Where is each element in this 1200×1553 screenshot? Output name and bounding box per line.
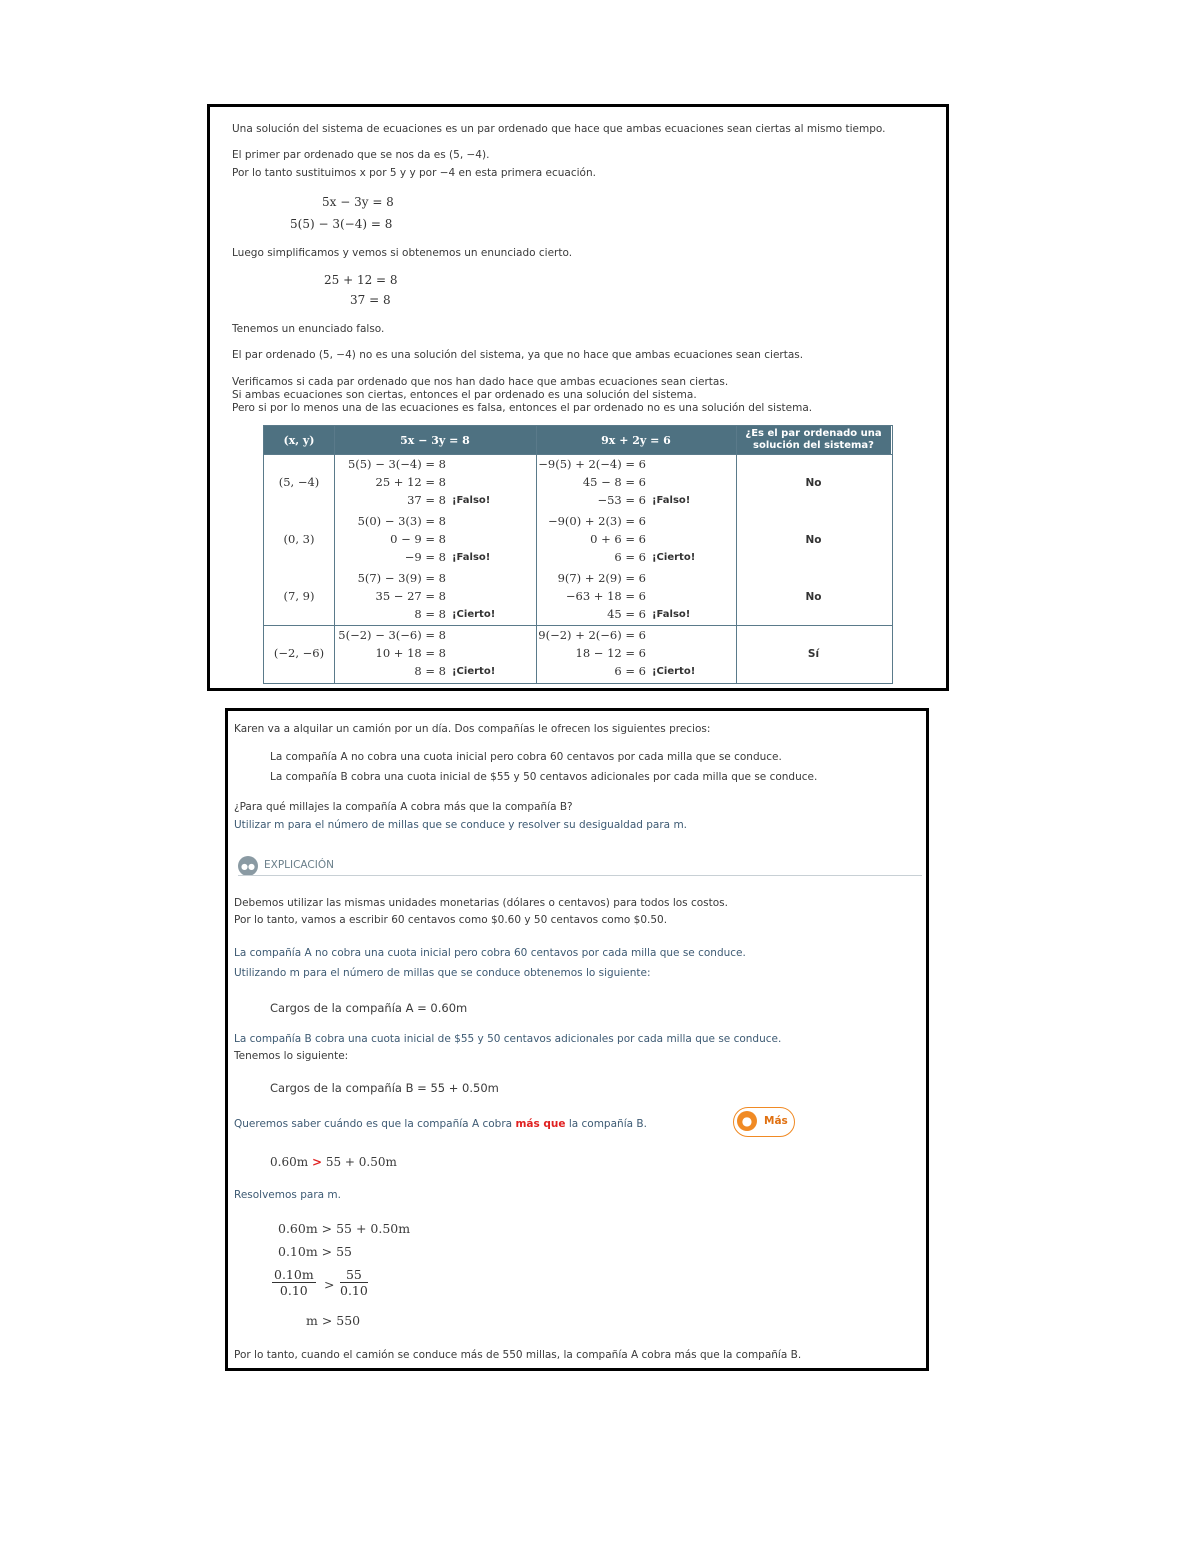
explanation-divider xyxy=(238,875,922,876)
problem-text: Karen va a alquilar un camión por un día. Dos compañías le ofrecen los siguientes precios: xyxy=(234,723,711,735)
equation-text: −63 + 18 = 6 xyxy=(565,589,646,603)
lightbulb-icon: ● xyxy=(737,1111,757,1131)
units-text: Debemos utilizar las mismas unidades monetarias (dólares o centavos) para todos los costos. xyxy=(234,897,728,909)
instruction-text: Utilizar m para el número de millas que se conduce y resolver su desigualdad para m. xyxy=(234,819,688,831)
equation-text: 9(−2) + 2(−6) = 6 xyxy=(538,628,646,642)
company-b-repeat: La compañía B cobra una cuota inicial de $55 y 50 centavos adicionales por cada milla que se conduce. xyxy=(234,1033,782,1045)
question-text: ¿Para qué millajes la compañía A cobra más que la compañía B? xyxy=(234,801,573,813)
solve-text: Resolvemos para m. xyxy=(234,1189,341,1201)
equation-text: −9(0) + 2(3) = 6 xyxy=(547,514,646,528)
intro-text: Una solución del sistema de ecuaciones es un par ordenado que hace que ambas ecuaciones sean ciertas al mismo tiempo. xyxy=(232,123,886,135)
fraction-left xyxy=(272,1267,316,1298)
table-cell-equation xyxy=(536,550,646,564)
false-statement-text: Tenemos un enunciado falso. xyxy=(232,323,385,335)
table-cell-equation xyxy=(536,493,646,507)
table-cell-equation xyxy=(334,589,446,603)
equation-step: 37 = 8 xyxy=(350,293,391,307)
units-text: Por lo tanto, vamos a escribir 60 centavos como $0.60 y 50 centavos como $0.50. xyxy=(234,914,668,926)
fraction-denominator: 0.10 xyxy=(279,1283,308,1298)
system-solution-panel xyxy=(207,104,949,691)
equation-text: 37 = 8 xyxy=(407,493,446,507)
table-divider xyxy=(264,625,892,626)
company-a-repeat: La compañía A no cobra una cuota inicial pero cobra 60 centavos por cada milla que se conduce. xyxy=(234,947,746,959)
ineq-left: 0.60m xyxy=(270,1155,309,1169)
table-cell-equation xyxy=(334,532,446,546)
table-cell-pair: (−2, −6) xyxy=(273,646,325,660)
equation-text: 25 + 12 = 8 xyxy=(375,475,446,489)
table-divider xyxy=(264,454,892,455)
result-tag: ¡Cierto! xyxy=(652,666,696,677)
equation-text: 5(5) − 3(−4) = 8 xyxy=(347,457,446,471)
equation-text: −9 = 8 xyxy=(404,550,446,564)
first-pair-text: El primer par ordenado que se nos da es (5, −4). xyxy=(232,149,490,161)
table-cell-equation xyxy=(334,514,446,528)
table-cell-equation xyxy=(536,646,646,660)
table-header: 5x − 3y = 8 xyxy=(334,426,536,454)
table-header: (x, y) xyxy=(264,426,334,454)
verify-text: Pero si por lo menos una de las ecuaciones es falsa, entonces el par ordenado no es una solución del sistema. xyxy=(232,402,813,414)
ineq-right: 55 + 0.50m xyxy=(325,1155,397,1169)
result-tag: ¡Falso! xyxy=(652,609,691,620)
equation-text: 6 = 6 xyxy=(614,664,646,678)
equation-text: 5(0) − 3(3) = 8 xyxy=(357,514,446,528)
conclusion-text: El par ordenado (5, −4) no es una solución del sistema, ya que no hace que ambas ecuaciones sean ciertas. xyxy=(232,349,804,361)
table-cell-equation xyxy=(334,571,446,585)
solve-step: m > 550 xyxy=(306,1313,361,1328)
charges-a: Cargos de la compañía A = 0.60m xyxy=(270,1001,468,1015)
want-text xyxy=(234,1118,647,1130)
equation-step: 25 + 12 = 8 xyxy=(324,273,398,287)
table-cell-answer: No xyxy=(805,534,822,546)
fraction-operator: > xyxy=(324,1277,335,1292)
inequality xyxy=(270,1155,397,1169)
equation-text: 0 − 9 = 8 xyxy=(390,532,446,546)
substitute-text: Por lo tanto sustituimos x por 5 y y por −4 en esta primera ecuación. xyxy=(232,167,596,179)
equation-text: 35 − 27 = 8 xyxy=(375,589,446,603)
equation-text: −9(5) + 2(−4) = 6 xyxy=(538,457,646,471)
result-tag: ¡Cierto! xyxy=(452,609,496,620)
table-cell-pair: (5, −4) xyxy=(278,475,320,489)
table-cell-equation xyxy=(334,475,446,489)
equation-text: 9(7) + 2(9) = 6 xyxy=(557,571,646,585)
equation-text: 8 = 8 xyxy=(414,664,446,678)
table-cell-equation xyxy=(536,514,646,528)
fraction-right xyxy=(340,1267,368,1298)
table-cell-equation xyxy=(334,664,446,678)
final-answer-text: Por lo tanto, cuando el camión se conduce más de 550 millas, la compañía A cobra más que la compañía B. xyxy=(234,1349,802,1361)
table-cell-equation xyxy=(334,607,446,621)
equation-text: 10 + 18 = 8 xyxy=(375,646,446,660)
equation-text: 6 = 6 xyxy=(614,550,646,564)
equation-text: 5(−2) − 3(−6) = 8 xyxy=(338,628,446,642)
fraction-denominator: 0.10 xyxy=(340,1283,368,1298)
table-cell-equation xyxy=(536,607,646,621)
have-following-text: Tenemos lo siguiente: xyxy=(234,1050,349,1062)
explanation-icon: ●● xyxy=(238,856,258,876)
result-tag: ¡Falso! xyxy=(652,495,691,506)
result-tag: ¡Cierto! xyxy=(452,666,496,677)
table-cell-answer: No xyxy=(805,477,822,489)
company-b-text: La compañía B cobra una cuota inicial de $55 y 50 centavos adicionales por cada milla que se conduce. xyxy=(270,771,818,783)
table-cell-equation xyxy=(334,457,446,471)
table-cell-equation xyxy=(536,628,646,642)
result-tag: ¡Falso! xyxy=(452,495,491,506)
solve-step: 0.10m > 55 xyxy=(278,1244,353,1259)
truck-rental-panel xyxy=(225,708,929,1371)
equation-text: 45 = 6 xyxy=(607,607,646,621)
more-button-label: Más xyxy=(764,1115,788,1127)
verify-text: Verificamos si cada par ordenado que nos han dado hace que ambas ecuaciones sean ciertas. xyxy=(232,376,729,388)
table-cell-equation xyxy=(334,550,446,564)
ineq-op: > xyxy=(311,1155,322,1169)
equation-text: 0 + 6 = 6 xyxy=(590,532,646,546)
table-cell-pair: (7, 9) xyxy=(283,589,315,603)
equation-step: 5(5) − 3(−4) = 8 xyxy=(290,217,393,231)
equation-step: 5x − 3y = 8 xyxy=(322,195,394,209)
company-a-text: La compañía A no cobra una cuota inicial pero cobra 60 centavos por cada milla que se conduce. xyxy=(270,751,782,763)
more-button[interactable] xyxy=(733,1107,795,1137)
table-header: ¿Es el par ordenado una solución del sistema? xyxy=(736,426,891,454)
want-highlight: más que xyxy=(515,1118,566,1130)
table-cell-answer: Sí xyxy=(807,648,820,660)
table-cell-answer: No xyxy=(805,591,822,603)
solution-table xyxy=(263,425,893,684)
verify-text: Si ambas ecuaciones son ciertas, entonces el par ordenado es una solución del sistema. xyxy=(232,389,697,401)
explanation-heading: EXPLICACIÓN xyxy=(264,859,334,871)
charges-b: Cargos de la compañía B = 55 + 0.50m xyxy=(270,1081,499,1095)
table-cell-equation xyxy=(536,589,646,603)
table-cell-equation xyxy=(536,475,646,489)
table-divider xyxy=(736,426,737,683)
equation-text: 8 = 8 xyxy=(414,607,446,621)
result-tag: ¡Falso! xyxy=(452,552,491,563)
table-cell-equation xyxy=(536,571,646,585)
equation-text: 5(7) − 3(9) = 8 xyxy=(357,571,446,585)
result-tag: ¡Cierto! xyxy=(652,552,696,563)
table-cell-equation xyxy=(536,532,646,546)
equation-text: 45 − 8 = 6 xyxy=(582,475,646,489)
using-m-text: Utilizando m para el número de millas que se conduce obtenemos lo siguiente: xyxy=(234,967,651,979)
equation-text: −53 = 6 xyxy=(597,493,646,507)
table-cell-equation xyxy=(536,664,646,678)
table-cell-equation xyxy=(334,646,446,660)
table-header: 9x + 2y = 6 xyxy=(536,426,736,454)
equation-text: 18 − 12 = 6 xyxy=(575,646,646,660)
want-pre: Queremos saber cuándo es que la compañía A cobra xyxy=(234,1118,516,1130)
simplify-text: Luego simplificamos y vemos si obtenemos un enunciado cierto. xyxy=(232,247,573,259)
fraction-numerator: 0.10m xyxy=(274,1267,314,1282)
fraction-numerator: 55 xyxy=(340,1267,368,1283)
table-cell-equation xyxy=(334,628,446,642)
want-post: la compañía B. xyxy=(565,1118,647,1130)
table-cell-equation xyxy=(334,493,446,507)
table-cell-equation xyxy=(536,457,646,471)
table-cell-pair: (0, 3) xyxy=(283,532,315,546)
solve-step: 0.60m > 55 + 0.50m xyxy=(278,1221,411,1236)
